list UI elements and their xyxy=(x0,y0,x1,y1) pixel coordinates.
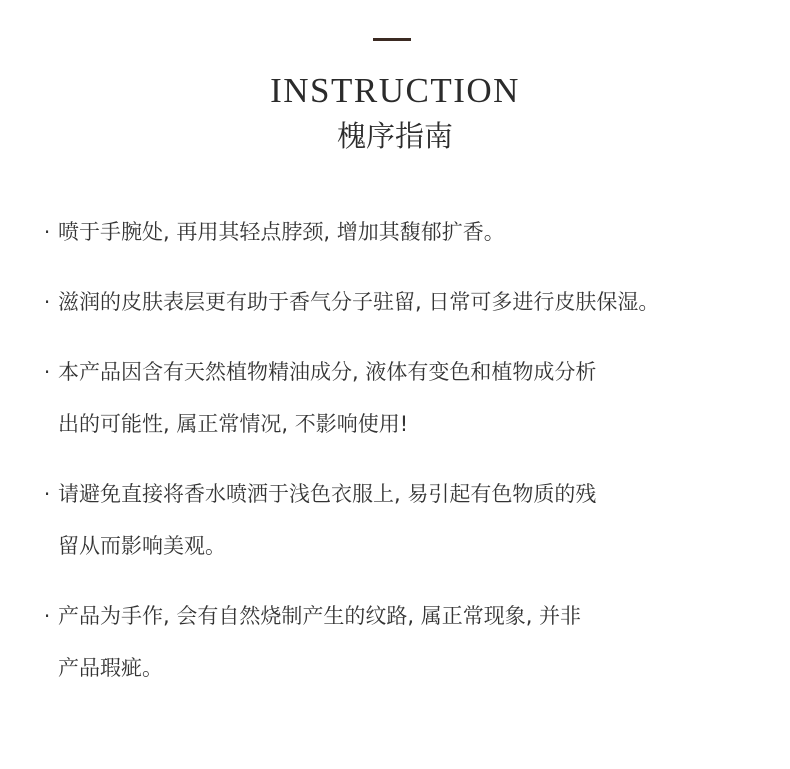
page-title-zh: 槐序指南 xyxy=(336,119,453,153)
instruction-text-line: 请避免直接将香水喷洒于浅色衣服上, 易引起有色物质的残 xyxy=(58,482,597,506)
instruction-item xyxy=(40,346,785,450)
page-title-en: INSTRUCTION xyxy=(270,71,520,110)
instruction-item xyxy=(40,206,785,258)
header-divider-bar xyxy=(373,38,411,41)
bullet-dot: · xyxy=(43,290,51,314)
instruction-text-line: 留从而影响美观。 xyxy=(58,534,226,558)
instruction-item xyxy=(40,590,785,694)
instruction-text-line: 喷于手腕处, 再用其轻点脖颈, 增加其馥郁扩香。 xyxy=(58,220,505,244)
bullet-dot: · xyxy=(43,604,51,628)
instruction-text-line: 产品瑕疵。 xyxy=(58,656,163,680)
bullet-dot: · xyxy=(43,220,51,244)
instruction-list xyxy=(40,206,785,712)
instruction-text-line: 出的可能性, 属正常情况, 不影响使用! xyxy=(58,412,409,436)
instruction-text-line: 本产品因含有天然植物精油成分, 液体有变色和植物成分析 xyxy=(58,360,597,384)
bullet-dot: · xyxy=(43,360,51,384)
instruction-text-line: 滋润的皮肤表层更有助于香气分子驻留, 日常可多进行皮肤保湿。 xyxy=(58,290,660,314)
instruction-item xyxy=(40,276,785,328)
instruction-item xyxy=(40,468,785,572)
bullet-dot: · xyxy=(43,482,51,506)
instruction-text-line: 产品为手作, 会有自然烧制产生的纹路, 属正常现象, 并非 xyxy=(58,604,582,628)
